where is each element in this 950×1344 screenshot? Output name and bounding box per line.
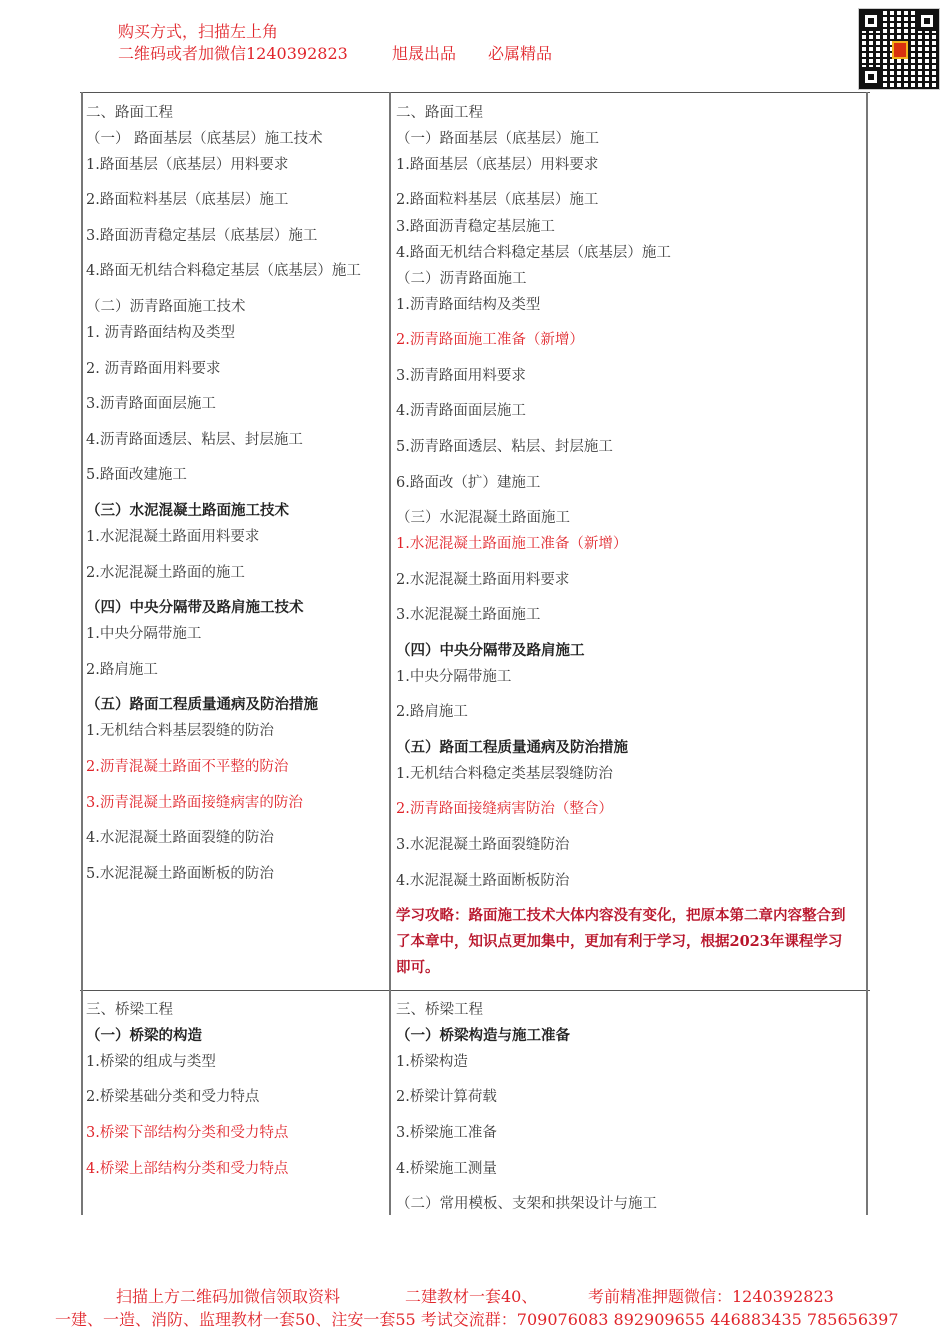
section-title: 三、桥梁工程 (396, 1002, 483, 1018)
table-row-divider (80, 990, 870, 991)
footer-scan-text: 扫描上方二维码加微信领取资料 (116, 1287, 341, 1306)
outline-item: （二）沥青路面施工技术 (86, 299, 246, 315)
outline-item: （一） 路面基层（底基层）施工技术 (86, 131, 323, 147)
outline-item: 2. 沥青路面用料要求 (86, 361, 221, 377)
outline-item: 1.桥梁构造 (396, 1054, 468, 1070)
outline-item: 3.路面沥青稳定基层施工 (396, 219, 555, 235)
outline-item: 1.无机结合料基层裂缝的防治 (86, 723, 274, 739)
outline-item: （一）桥梁的构造 (86, 1027, 202, 1044)
outline-item: 2.桥梁计算荷载 (396, 1089, 497, 1105)
outline-item: 2.桥梁基础分类和受力特点 (86, 1089, 260, 1105)
footer-price-text: 二建教材一套40、 (405, 1287, 538, 1306)
outline-item: 4.路面无机结合料稳定基层（底基层）施工 (86, 263, 361, 279)
outline-item: 1.无机结合料稳定类基层裂缝防治 (396, 766, 613, 782)
outline-item: 4.沥青路面面层施工 (396, 403, 526, 419)
outline-item: （四）中央分隔带及路肩施工技术 (86, 599, 304, 616)
outline-item: 3.桥梁下部结构分类和受力特点 (86, 1125, 289, 1141)
outline-item: 1.中央分隔带施工 (86, 626, 202, 642)
outline-item: 4.桥梁上部结构分类和受力特点 (86, 1161, 289, 1177)
outline-item: 1.路面基层（底基层）用料要求 (86, 157, 289, 173)
header-purchase-text: 购买方式，扫描左上角 (118, 22, 279, 41)
outline-item: 1.水泥混凝土路面施工准备（新增） (396, 536, 628, 552)
outline-item: （四）中央分隔带及路肩施工 (396, 642, 585, 659)
outline-item: （三）水泥混凝土路面施工技术 (86, 502, 289, 519)
outline-item: （二）沥青路面施工 (396, 271, 527, 287)
outline-item: 4.路面无机结合料稳定基层（底基层）施工 (396, 245, 671, 261)
outline-item: 3.水泥混凝土路面施工 (396, 607, 541, 623)
outline-item: 4.桥梁施工测量 (396, 1161, 497, 1177)
outline-item: 3.沥青混凝土路面接缝病害的防治 (86, 795, 303, 811)
outline-item: 3.沥青路面面层施工 (86, 396, 216, 412)
footer-wechat-text: 考前精准押题微信：1240392823 (588, 1287, 834, 1306)
section-title: 二、路面工程 (396, 105, 483, 121)
outline-item: 1.桥梁的组成与类型 (86, 1054, 216, 1070)
outline-item: 2.路肩施工 (396, 704, 468, 720)
outline-item: 3.水泥混凝土路面裂缝防治 (396, 837, 570, 853)
outline-item: 4.水泥混凝土路面断板防治 (396, 873, 570, 889)
outline-item: 1.沥青路面结构及类型 (396, 297, 541, 313)
outline-item: （三）水泥混凝土路面施工 (396, 510, 570, 526)
study-tip: 学习攻略：路面施工技术大体内容没有变化，把原本第二章内容整合到了本章中，知识点更加集中，更加有利于学习，根据2023年课程学习即可。 (396, 907, 846, 976)
outline-item: 2.沥青路面接缝病害防治（整合） (396, 801, 613, 817)
outline-item: 2.路面粒料基层（底基层）施工 (86, 192, 289, 208)
outline-item: 4.水泥混凝土路面裂缝的防治 (86, 830, 274, 846)
section-title: 二、路面工程 (86, 105, 173, 121)
qr-logo-icon (892, 41, 908, 59)
outline-item: 1.水泥混凝土路面用料要求 (86, 529, 260, 545)
outline-item: 2.路肩施工 (86, 662, 158, 678)
qr-code-icon (858, 8, 940, 90)
outline-item: 2.水泥混凝土路面用料要求 (396, 572, 570, 588)
outline-item: 2.沥青混凝土路面不平整的防治 (86, 759, 289, 775)
outline-item: （一）桥梁构造与施工准备 (396, 1027, 570, 1044)
outline-item: 6.路面改（扩）建施工 (396, 475, 541, 491)
header-wechat-text: 二维码或者加微信1240392823 (118, 44, 348, 63)
outline-item: （五）路面工程质量通病及防治措施 (396, 739, 628, 756)
table-left-border (81, 92, 83, 1215)
footer-groups-text: 一建、一造、消防、监理教材一套50、注安一套55 考试交流群：709076083 892909655 446883435 785656397 (55, 1310, 899, 1329)
outline-item: 2.沥青路面施工准备（新增） (396, 332, 584, 348)
outline-item: 5.水泥混凝土路面断板的防治 (86, 866, 274, 882)
table-top-border (80, 92, 870, 93)
outline-item: 3.桥梁施工准备 (396, 1125, 497, 1141)
outline-item: 3.路面沥青稳定基层（底基层）施工 (86, 228, 318, 244)
table-column-divider (389, 92, 391, 1215)
outline-item: （一）路面基层（底基层）施工 (396, 131, 599, 147)
outline-item: 5.路面改建施工 (86, 467, 187, 483)
outline-item: 1.路面基层（底基层）用料要求 (396, 157, 599, 173)
outline-item: （二）常用模板、支架和拱架设计与施工 (396, 1196, 657, 1212)
table-right-border (866, 92, 868, 1215)
section-title: 三、桥梁工程 (86, 1002, 173, 1018)
outline-item: 1. 沥青路面结构及类型 (86, 325, 235, 341)
outline-item: 2.水泥混凝土路面的施工 (86, 565, 245, 581)
outline-item: （五）路面工程质量通病及防治措施 (86, 696, 318, 713)
outline-item: 3.沥青路面用料要求 (396, 368, 526, 384)
outline-item: 5.沥青路面透层、粘层、封层施工 (396, 439, 613, 455)
outline-item: 4.沥青路面透层、粘层、封层施工 (86, 432, 303, 448)
outline-item: 1.中央分隔带施工 (396, 669, 512, 685)
outline-item: 2.路面粒料基层（底基层）施工 (396, 192, 599, 208)
header-brand-text: 旭晟出品 (392, 44, 457, 63)
header-slogan-text: 必属精品 (488, 44, 553, 63)
